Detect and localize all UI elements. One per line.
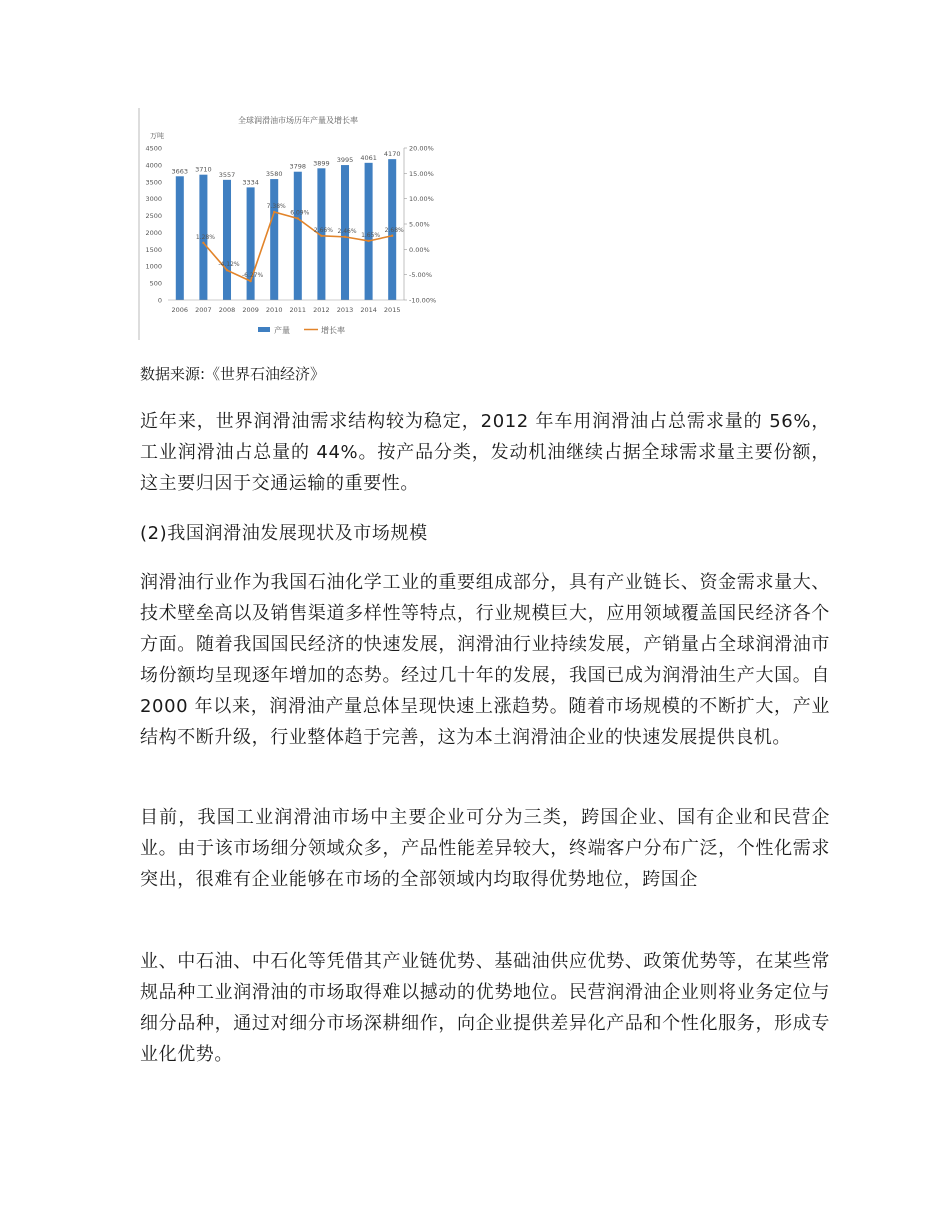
production-growth-chart xyxy=(138,108,460,340)
left-axis-unit-label: 万吨 xyxy=(150,132,164,140)
paragraph-global-demand: 近年来，世界润滑油需求结构较为稳定，2012 年车用润滑油占总需求量的 56%，工业润滑油占总量的 44%。按产品分类，发动机油继续占据全球需求量主要份额，这主要归因于交通运输的重要性。 xyxy=(140,411,830,494)
chart-svg xyxy=(138,108,460,340)
growth-rate-point xyxy=(226,269,228,271)
left-tick-label: 500 xyxy=(149,279,162,288)
chart-source-caption: 数据来源:《世界石油经济》 xyxy=(140,365,326,383)
left-tick-label: 4000 xyxy=(145,161,162,170)
growth-rate-label: 7.38% xyxy=(266,202,286,210)
right-tick-label: 10.00% xyxy=(409,195,434,204)
left-tick-label: 3000 xyxy=(145,195,162,204)
left-tick-label: 2500 xyxy=(145,212,162,221)
bar xyxy=(247,187,255,300)
growth-rate-point xyxy=(367,240,369,242)
bar xyxy=(176,176,184,300)
x-tick-label: 2008 xyxy=(218,306,236,314)
bar-data-label: 4061 xyxy=(360,153,377,162)
growth-rate-point xyxy=(320,235,322,237)
bar-data-label: 3899 xyxy=(313,159,330,168)
growth-rate-point xyxy=(391,235,393,237)
right-tick-label: 15.00% xyxy=(409,169,434,178)
bar xyxy=(294,172,302,300)
paragraph-industry-overview: 润滑油行业作为我国石油化学工业的重要组成部分，具有产业链长、资金需求量大、技术壁垒高以及销售渠道多样性等特点，行业规模巨大，应用领域覆盖国民经济各个方面。随着我国国民经济的快速发展，润滑油行业持续发展，产销量占全球润滑油市场份额均呈现逐年增加的态势。经过几十年的发展，我国已成为润滑油生产大国。自 2000 年以来，润滑油产量总体呈现快速上涨趋势。随着市场规模的不断扩大，产业结构不断升级，行业整体趋于完善，这为本土润滑油企业的快速发展提供良机。 xyxy=(140,572,830,748)
left-tick-label: 4500 xyxy=(145,144,162,153)
bar-data-label: 3557 xyxy=(218,170,236,179)
paragraph-competitive-advantages: 业、中石油、中石化等凭借其产业链优势、基础油供应优势、政策优势等，在某些常规品种工业润滑油的市场取得难以撼动的优势地位。民营润滑油企业则将业务定位与细分品种，通过对细分市场深耕细作，向企业提供差异化产品和个性化服务，形成专业化优势。 xyxy=(140,951,830,1065)
growth-rate-label: 2.66% xyxy=(313,226,333,234)
right-tick-label: 20.00% xyxy=(409,144,434,153)
growth-rate-point xyxy=(202,242,204,244)
right-tick-label: 5.00% xyxy=(409,220,430,229)
legend-label-line: 增长率 xyxy=(321,326,345,335)
left-tick-label: 1000 xyxy=(145,262,162,271)
section-heading: (2)我国润滑油发展现状及市场规模 xyxy=(140,523,428,544)
bar xyxy=(270,179,278,300)
x-tick-label: 2012 xyxy=(313,306,330,314)
x-tick-label: 2015 xyxy=(383,306,401,314)
bar-data-label: 3334 xyxy=(242,178,259,187)
left-tick-label: 0 xyxy=(157,296,162,305)
bar-data-label: 3710 xyxy=(195,165,212,174)
right-tick-label: -10.00% xyxy=(409,296,437,305)
x-tick-label: 2009 xyxy=(242,306,259,314)
growth-rate-label: -6.27% xyxy=(241,272,264,280)
x-tick-label: 2006 xyxy=(171,306,189,314)
growth-rate-label: -4.12% xyxy=(218,261,240,269)
x-tick-label: 2011 xyxy=(289,306,307,314)
left-tick-label: 2000 xyxy=(145,228,162,237)
right-tick-label: -5.00% xyxy=(409,271,432,280)
growth-rate-point xyxy=(273,211,275,213)
bar-data-label: 3580 xyxy=(265,170,283,179)
bar-data-label: 3663 xyxy=(171,167,189,176)
growth-rate-point xyxy=(297,217,299,219)
growth-rate-point xyxy=(344,236,346,238)
left-tick-label: 1500 xyxy=(145,245,162,254)
right-tick-label: 0.00% xyxy=(409,245,430,254)
bar-data-label: 4170 xyxy=(383,150,401,159)
bar-data-label: 3995 xyxy=(336,156,354,165)
growth-rate-point xyxy=(249,280,251,282)
x-tick-label: 2010 xyxy=(265,306,283,314)
growth-rate-label: 1.28% xyxy=(195,233,215,241)
x-tick-label: 2013 xyxy=(336,306,354,314)
bar-data-label: 3798 xyxy=(289,162,307,171)
left-tick-label: 3500 xyxy=(145,178,162,187)
growth-rate-label: 2.46% xyxy=(337,227,357,235)
bar xyxy=(223,180,231,300)
legend-label-bar: 产量 xyxy=(274,326,290,335)
legend-swatch-bar xyxy=(258,327,270,332)
x-tick-label: 2007 xyxy=(195,306,212,314)
chart-title: 全球润滑油市场历年产量及增长率 xyxy=(238,116,358,125)
paragraph-market-players: 目前，我国工业润滑油市场中主要企业可分为三类，跨国企业、国有企业和民营企业。由于该市场细分领域众多，产品性能差异较大，终端客户分布广泛，个性化需求突出，很难有企业能够在市场的全部领域内均取得优势地位，跨国企 xyxy=(140,807,830,890)
x-tick-label: 2014 xyxy=(360,306,377,314)
growth-rate-label: 1.65% xyxy=(361,231,381,239)
growth-rate-label: 2.68% xyxy=(384,226,404,234)
growth-rate-label: 6.09% xyxy=(290,209,310,217)
